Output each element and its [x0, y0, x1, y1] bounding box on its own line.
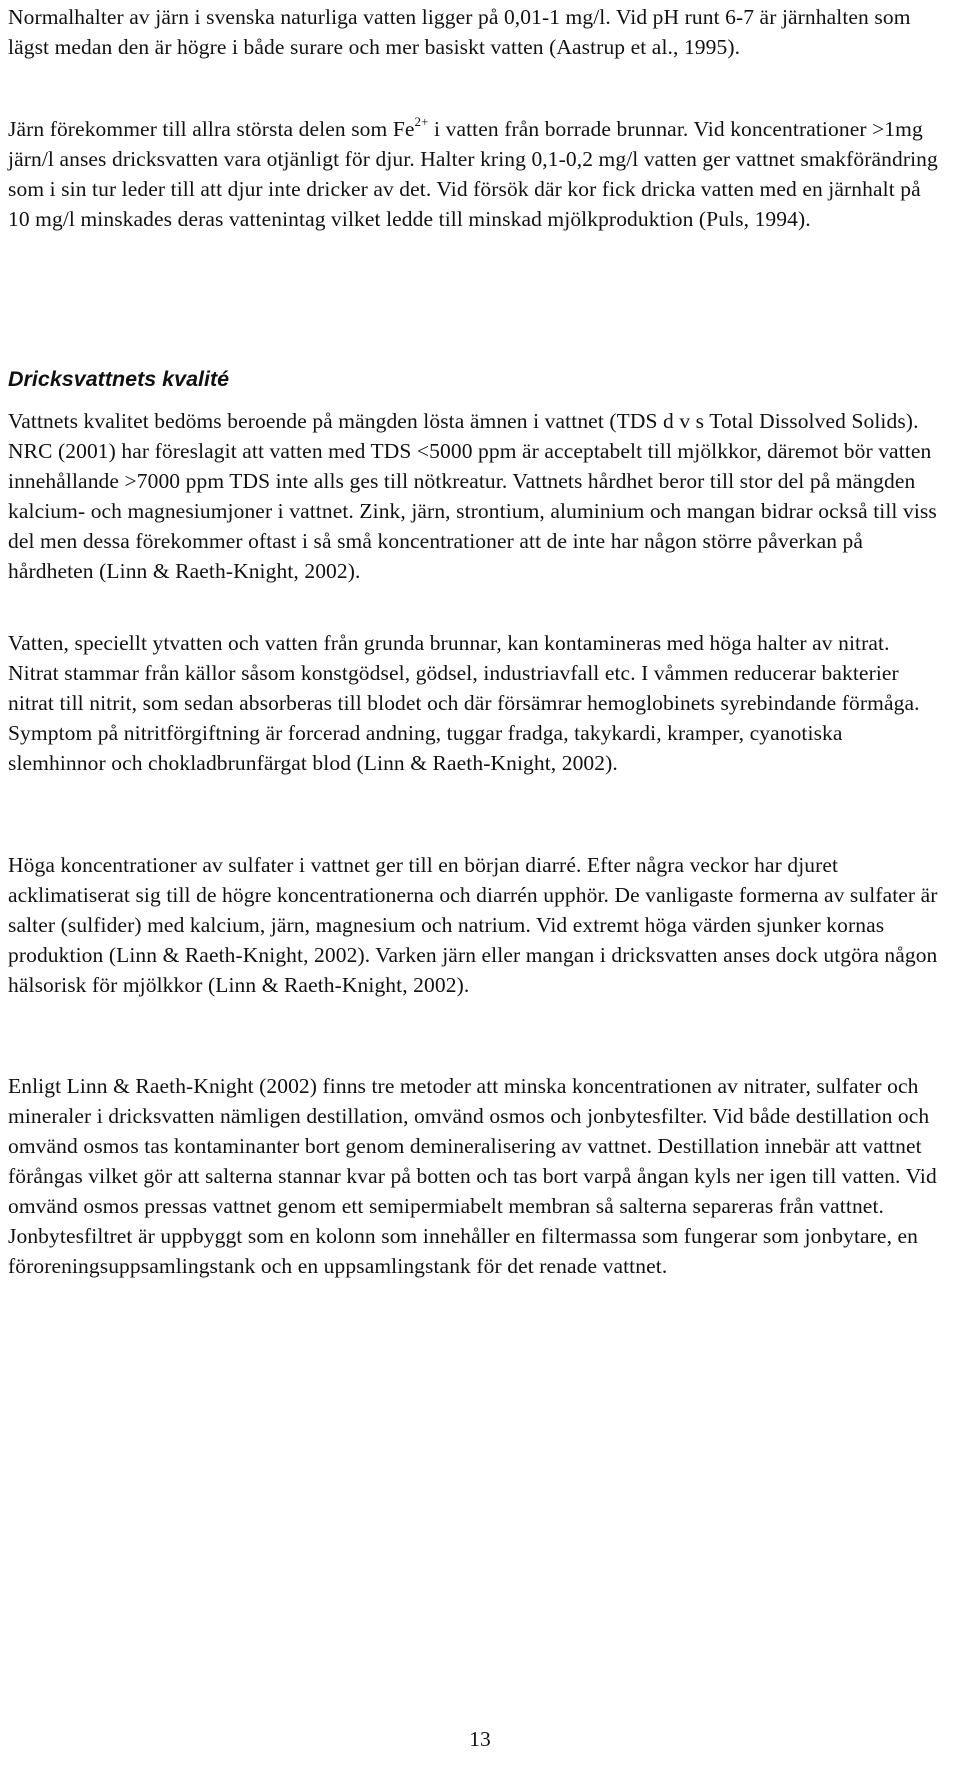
section-heading: Dricksvattnets kvalité: [8, 367, 230, 391]
paragraph-text-end: i vatten från borrade brunnar. Vid koncentrationer >1mg järn/l anses dricksvatten vara otjänligt för djur. Halter kring 0,1-0,2 mg/l vatten ger vattnet smakförändring som i sin tur leder till att djur inte dricker av det. Vid försök där kor fick dricka vatten med en järnhalt på 10 mg/l minskades deras vattenintag vilket ledde till minskad mjölkproduktion (Puls, 1994).: [8, 117, 938, 231]
superscript-charge: 2+: [414, 113, 429, 129]
paragraph-text: Vattnets kvalitet bedöms beroende på mängden lösta ämnen i vattnet (TDS d v s Total Dissolved Solids). NRC (2001) har föreslagit att vatten med TDS <5000 ppm är acceptabelt till mjölkkor, däremot bör vatten innehållande >7000 ppm TDS inte alls ges till nötkreatur. Vattnets hårdhet beror till stor del på mängden kalcium- och magnesiumjoner i vattnet. Zink, järn, strontium, aluminium och mangan bidrar också till viss del men dessa förekommer oftast i så små koncentrationer att de inte har någon större påverkan på hårdheten (Linn & Raeth-Knight, 2002).: [8, 409, 937, 583]
page-number: 13: [469, 1727, 491, 1751]
paragraph-text: Vatten, speciellt ytvatten och vatten från grunda brunnar, kan kontamineras med höga halter av nitrat. Nitrat stammar från källor såsom konstgödsel, gödsel, industriavfall etc. I våmmen reducerar bakterier nitrat till nitrit, som sedan absorberas till blodet och där försämrar hemoglobinets syrebindande förmåga. Symptom på nitritförgiftning är forcerad andning, tuggar fradga, takykardi, kramper, cyanotiska slemhinnor och chokladbrunfärgat blod (Linn & Raeth-Knight, 2002).: [8, 631, 920, 775]
paragraph-water-quality: [8, 406, 943, 586]
paragraph-sulfate: [8, 850, 943, 1000]
paragraph-treatment-methods: [8, 1071, 943, 1281]
paragraph-text-start: Järn förekommer till allra största delen som Fe: [8, 117, 415, 141]
paragraph-text: Enligt Linn & Raeth-Knight (2002) finns tre metoder att minska koncentrationen av nitrater, sulfater och mineraler i dricksvatten nämligen destillation, omvänd osmos och jonbytesfilter. Vid både destillation och omvänd osmos tas kontaminanter bort genom demineralisering av vattnet. Destillation innebär att vattnet förångas vilket gör att salterna stannar kvar på botten och tas bort varpå ångan kyls ner igen till vatten. Vid omvänd osmos pressas vattnet genom ett semipermiabelt membran så salterna separeras från vattnet. Jonbytesfiltret är uppbyggt som en kolonn som innehåller en filtermassa som fungerar som jonbytare, en föroreningsuppsamlingstank och en uppsamlingstank för det renade vattnet.: [8, 1074, 937, 1278]
paragraph-text: Höga koncentrationer av sulfater i vattnet ger till en början diarré. Efter några veckor har djuret acklimatiserat sig till de högre koncentrationerna och diarrén upphör. De vanligaste formerna av sulfater är salter (sulfider) med kalcium, järn, magnesium och natrium. Vid extremt höga värden sjunker kornas produktion (Linn & Raeth-Knight, 2002). Varken järn eller mangan i dricksvatten anses dock utgöra någon hälsorisk för mjölkkor (Linn & Raeth-Knight, 2002).: [8, 853, 938, 997]
paragraph-nitrate: [8, 628, 943, 778]
paragraph-iron-forms: [8, 114, 943, 234]
paragraph-text: Normalhalter av järn i svenska naturliga vatten ligger på 0,01-1 mg/l. Vid pH runt 6-7 är järnhalten som lägst medan den är högre i både surare och mer basiskt vatten (Aastrup et al., 1995).: [8, 5, 911, 59]
paragraph-iron-levels: [8, 2, 943, 62]
